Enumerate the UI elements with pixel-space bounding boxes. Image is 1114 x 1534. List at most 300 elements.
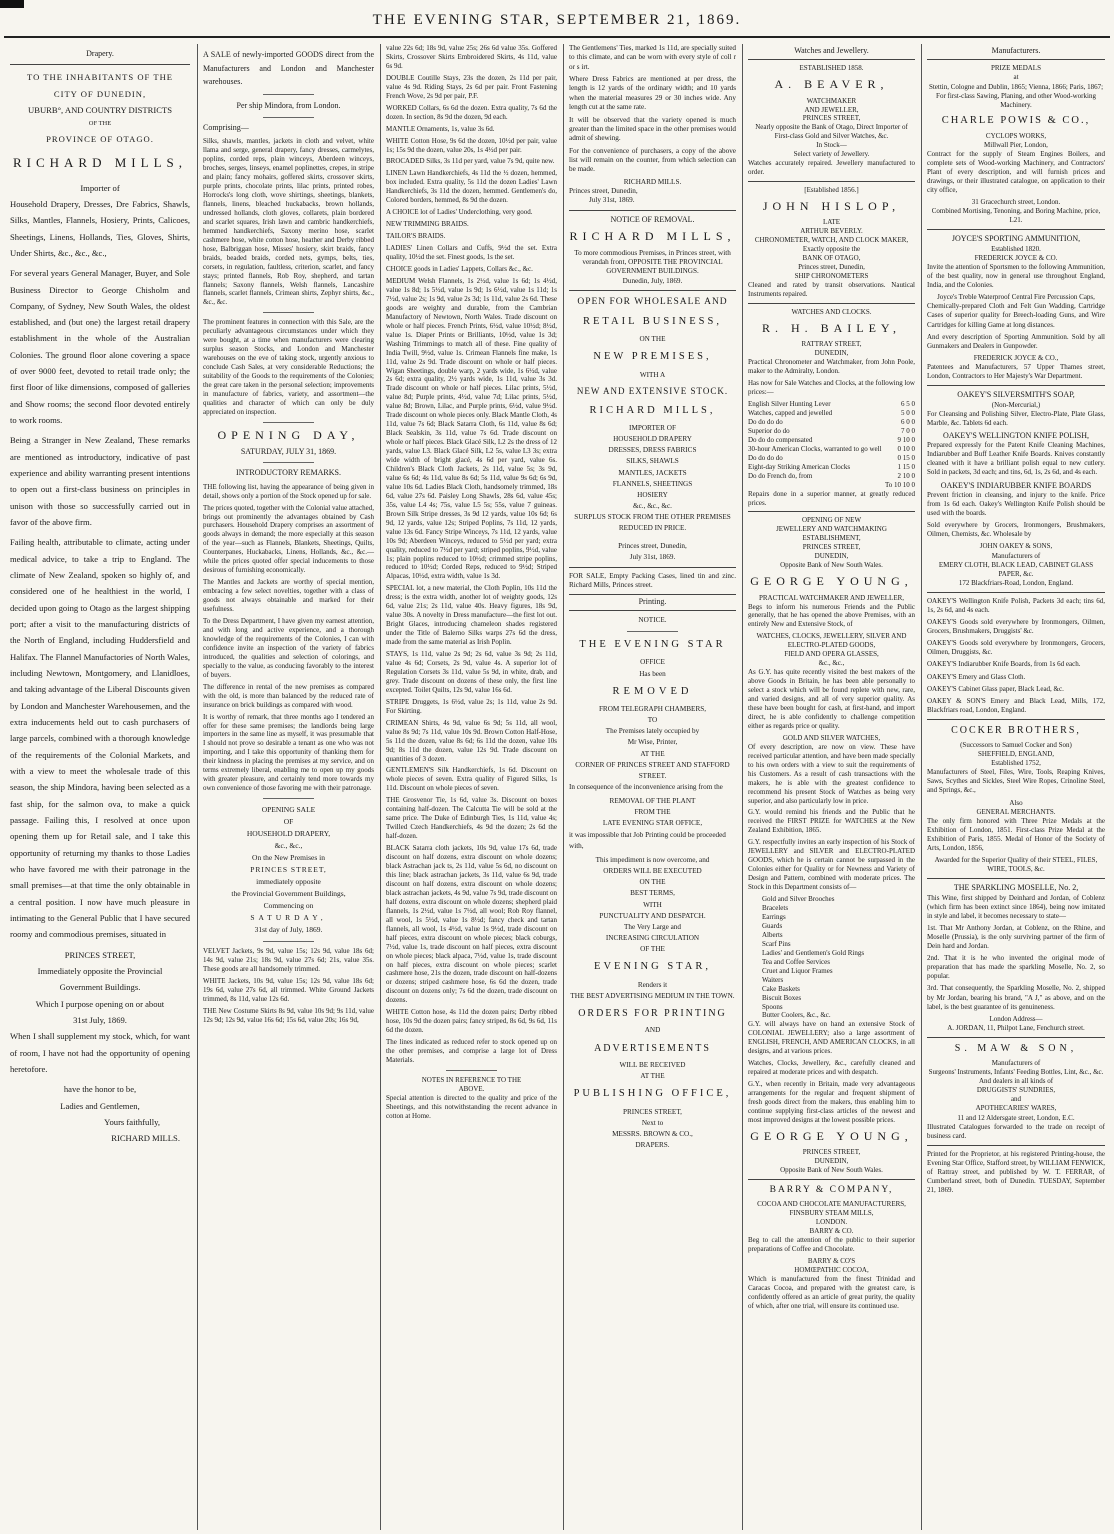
ad-paragraph: OAKEY'S Goods sold everywhere by Ironmongers, Oilmen, Grocers, Brushmakers, Druggists' &c. (927, 618, 1105, 636)
price-paragraph: value 22s 6d; 18s 9d, value 25s; 26s 6d value 35s. Goffered Skirts, Crossover Skirts Embroidered Skirts, 4s 11d, value 6s 9d. (386, 44, 557, 70)
ad-line: Princes street, Dunedin, (798, 263, 865, 272)
premises-line: SURPLUS STOCK FROM THE OTHER PREMISES REDUCED IN PRICE. (574, 513, 731, 533)
sale-line: SATURDAY, (250, 913, 327, 923)
divider (263, 462, 314, 463)
ad-paragraph: It is worthy of remark, that three months ago I tendered an offer for these same premises; the landlords being large importers in the same line as myself, it was presumable that I should not prove so desirable a tenant as one who was not importing, and I take this opportunity of thanking them for their kindness in placing the premises at my service, and on terms extremely liberal, enabling me to open up my goods with greater pleasure, and certainly tend more towards my own convenience of those favoring me with their patronage. (203, 712, 374, 793)
divider (748, 303, 915, 304)
ad-line: GENERAL MERCHANTS. (976, 807, 1056, 816)
ad-paragraph: Watches accurately repaired. Jewellery manufactured to order. (748, 159, 915, 177)
price-value: 2 10 0 (897, 471, 915, 480)
divider (569, 290, 736, 291)
column-drapery-address (4, 44, 196, 1530)
notice-line: This impediment is now overcome, and (595, 855, 710, 864)
list-item: Scarf Pins (762, 939, 791, 948)
premises-line: NEW PREMISES, (593, 351, 712, 363)
notice-line: OFFICE (640, 658, 665, 667)
sale-line: 31st day of July, 1869. (254, 925, 323, 935)
list-item: Biscuit Boxes (762, 993, 802, 1002)
ad-line: Surgeons' Instruments, Infants' Feeding Bottles, Lint, &c., &c. (928, 1068, 1104, 1077)
premises-line: MANTLES, JACKETS (618, 468, 687, 477)
list-item: Bracelets (762, 904, 789, 913)
sale-line: OPENING SALE (261, 805, 316, 815)
sale-line: immediately opposite (256, 877, 321, 887)
advertiser-name: BARRY & COMPANY, (769, 1185, 894, 1196)
notice-line: The Premises lately occupied by (605, 727, 700, 736)
price-paragraph: WHITE Cotton Hose, 9s 6d the dozen, 10½d per pair, value 1s; 15s 9d the dozen, value 20s, 1s 4½d per pair. (386, 136, 557, 154)
ad-paragraph: OAKEY'S Cabinet Glass paper, Black Lead, &c. (927, 684, 1064, 693)
notice-line: OF THE (640, 945, 665, 954)
price-row (748, 454, 915, 463)
notice-line: BEST TERMS, (630, 889, 675, 898)
opening-line: Which I purpose opening on or about (35, 998, 165, 1009)
notice-line: ORDERS FOR PRINTING (578, 1007, 727, 1019)
ad-line: EMERY CLOTH, BLACK LEAD, CABINET GLASS PAPER, &c. (938, 560, 1094, 578)
price-paragraph: NEW TRIMMING BRAIDS. (386, 220, 469, 229)
ad-line: A. JORDAN, 11, Philpot Lane, Fenchurch street. (947, 1023, 1085, 1032)
ad-paragraph: Patentees and Manufacturers, 57 Upper Thames street, London, Contractors to Her Majesty's War Department. (927, 362, 1105, 381)
price-row (748, 418, 915, 427)
ad-paragraph: Household Drapery, Dresses, Dre Fabrics, Shawls, Silks, Mantles, Flannels, Hosiery, Prints, Calicoes, Sheetings, Linens, Hollands, Ties, Gloves, Shirts, Under Shirts, &c., &c., &c., (10, 198, 190, 258)
premises-line: RICHARD MILLS, (589, 404, 716, 416)
opposite-line: Immediately opposite the Provincial (37, 965, 163, 976)
notice-line: Mr Wise, Printer, (627, 738, 678, 747)
masthead-rule (4, 36, 1110, 38)
price-paragraph: MEDIUM Welsh Flannels, 1s 2½d, value 1s 6d; 1s 4½d, value 1s 8d; 1s 5½d, value 1s 9d; 1s 6½d, value 1s 11d; 1s 7½d, value 2s; 1s 9d, value 2s 3d; 1s 11d, value 2s 6d. These goods are weighty and durable, from the Cambrian Manufactory of Newtown, North Wales. Trade discount on whole or half pieces. French Prints, 6½d, value 10½d; 8½d, value 1s. Diaper Prints or Brilliants, 10½d, value 1s 3d; Washing Trimmings to match all of these. Fine quality of India Twill, 9½d, value 1s. Crimean Flannels fine make, 1s 11d, value 2s 9d. Trade discount on whole or half pieces. Wigan Sheetings, double warp, 2 yards wide, 1s 6½d, value 2s 6d; extra quality, 2½ yards wide, 1s 11d, value 3s 3d. Trade discount on whole or half pieces. Lilac prints, 5½d, value 8d; Purple prints, 4½d, value 7d; Lilac prints, 5½d, value 8d; Brown, Lilac, and Purple prints, 6½d, value 9½d. Trade discount on whole pieces only. Black Mantle Cloth, 4s 11d, value 7s 6d; Black Satarra Cloth, 6s 11d, value 8s 6d; Black Sealskin, 3s 11d, value 7s 6d. Trade discount on whole or half pieces. Black Glacé Silk, L2 2s the dress of 12 yards, value L3. Black Glacé Silk, L2 5s, value L3 3s; extra wide width of bright glacé, 4s 6d per yard, value 6s. Children's Black Cloth Jackets, 2s 11d, value 5s; 3s 9d, value 6s 6d; 4s 11d, value 8s 6d; 5s 11d, value 9s 6d; 6s 9d, value 10s 6d. Ladies Black Cloth, handsomely trimmed, 18s 6d, value 27s 6d. Paisley Long Shawls, 28s 6d, value 45s; 35s, value L4 4s; 75s, value L5 5s; 55s, value 7 guineas. Brown Silk Stripe dresses, 3s 9d 12 yards, value 10s 6d; 6s 9d, 12 yards, value 12s; Striped Poplins, 7s 11d, 12 yards, value 13s 6d. Fancy Stripe Winceys, 7s 11d, 12 yards, value 10s 9d; Aberdeen Winceys, reduced to 5½d per yard; extra quality, reduced to 7½d per yard; striped poplins, 9½d, value 1s; plain poplins reduced to 10½d; crimmed stripe poplins, reduced to 10½d; Corded Reps, reduced to 9½d; Striped Alpacas, 10½d, extra width, value 1s 3d. (386, 276, 557, 581)
notice-line: FROM THE (634, 808, 671, 817)
notice-line: AT THE (640, 749, 665, 758)
ad-line: Manufacturers of (991, 1058, 1041, 1067)
price-item: Watches, capped and jewelled (748, 409, 833, 417)
list-item: Cruet and Liquor Frames (762, 966, 833, 975)
ad-line: CYCLOPS WORKS, (985, 131, 1047, 140)
closing-line: have the honor to be, (63, 1084, 137, 1095)
premises-line: OPEN FOR WHOLESALE AND (577, 297, 728, 308)
sale-line: OF (283, 817, 294, 827)
address-line: CITY OF DUNEDIN, (53, 88, 147, 99)
ad-paragraph: Of every description, are now on view. These have received particular attention, and have been made specially to his own orders with a view to suit the requirements of his Customers. As a result of cash transactions with the makers, he is able with the greatest confidence to recommend his present Stock of Watches as being very superior, and also particularly low in price. (748, 742, 915, 805)
ad-line: SHEFFIELD, ENGLAND, (977, 750, 1055, 759)
ad-paragraph: The Mantles and Jackets are worthy of special mention, embracing a few select novelties, together with a class of goods not always obtainable and marked for their usefulness. (203, 578, 374, 614)
notice-line: ORDERS WILL BE EXECUTED (603, 867, 702, 876)
ad-line: PRINCES STREET, (802, 1148, 861, 1157)
ad-line: DUNEDIN, (814, 552, 849, 561)
ad-line: and (1010, 1095, 1022, 1104)
ad-paragraph: For Cleansing and Polishing Silver, Electro-Plate, Plate Glass, Marble, &c. Tablets 6d each. (927, 409, 1105, 427)
ad-line: RATTRAY STREET, (801, 340, 862, 349)
divider (263, 312, 314, 313)
ad-paragraph: When I shall supplement my stock, which, for want of room, I have not had the opportunity of opening heretofore. (10, 1031, 190, 1074)
ad-line: FINSBURY STEAM MILLS, (789, 1209, 874, 1218)
ad-paragraph: The Gentlemens' Ties, marked 1s 11d, are specially suited to this climate, and can be worn with every style of coll r or s irt. (569, 44, 736, 71)
advertiser-name: THE SPARKLING MOSELLE, No. 2, (953, 883, 1079, 893)
ad-line: APOTHECARIES' WARES, (975, 1104, 1057, 1113)
notice-line: EVENING STAR, (594, 961, 711, 973)
divider (927, 1145, 1105, 1146)
advertiser-name: A. BEAVER, (774, 77, 889, 92)
ad-line: &c., &c., (818, 659, 845, 668)
comprising-label: Comprising— (203, 123, 249, 133)
divider (927, 385, 1105, 386)
evening-star-notice (569, 615, 736, 1151)
ad-line: JEWELLERY AND WATCHMAKING ESTABLISHMENT, (776, 525, 887, 543)
notice-line: PRINCES STREET, (623, 1107, 682, 1116)
ad-line: Joyce's Treble Waterproof Central Fire Percussion Caps, (937, 293, 1095, 302)
ad-line: LATE (822, 218, 841, 227)
notice-line: In consequence of the inconvenience arising from the (569, 783, 723, 792)
ad-paragraph: Prepared expressly for the Patent Knife Cleaning Machines, Indiarubber and Buff Leather Knife Boards. Knives constantly cleaned with it have a brilliant polish equal to new cutlery. Sold in packets, 3d each; and tins, 6d, 1s, 2s 6d, and 4s each. (927, 441, 1105, 477)
price-value: 1 15 0 (897, 462, 915, 471)
closing-line: Ladies and Gentlemen, (60, 1100, 140, 1111)
price-item: Do do do do (748, 417, 783, 426)
ad-line: In Stock— (816, 141, 847, 150)
price-row (748, 481, 915, 490)
divider (627, 631, 677, 632)
premises-line: WITH A (639, 370, 666, 379)
price-item: Do do French do, from (748, 471, 813, 480)
ad-paragraph: Failing health, attributable to climate, acting under medical advice, to take a trip to England. The climate of New Zealand, spoken so highly of, and considered one of he healthiest in the world, I decided upon going to Otago as the largest shipping port; after a visit to the manufacturing districts of the North of England, including Huddersfield and Halifax. The Flannel Manufactories of North Wales, including Newtown, Montgomery, and Llanidloes, and taking advantage of the Liberal Discounts given by London and Manchester Warehousemen, and the extra inducements held out to cash purchasers of large parcels, combined with a thorough knowledge of the requirements of the Colonial Markets, and with a view to meet the wholesale trade of this season, the ship Mindora, having been selected as a fast ship, for the salmon ova, to make a quick passage. Failing this, I resolved at once upon opening them up for Retail sale, and I take this opportunity of returning my thanks to those Ladies who have favored me with their patronage in the small premises—at that time the only obtainable in a central position. I now have much pleasure in intimating to the General Public that I have secured roomy and commodious premises, situated in (10, 537, 190, 940)
advertiser-name: GEORGE YOUNG, (750, 1128, 913, 1143)
ad-line: Established 1752, (991, 759, 1041, 768)
price-paragraph: SPECIAL lot, a new material, the Cloth Poplin, 10s 11d the dress; is the extra width, another lot of weighty goods, 12s 6d, value 21s; 2s 11d, value 40s. Heavy figures, 18s 9d, value 30s. A novelty in Dress manufacture—the first lot out. Bright Glaces, introducing chameleon shades registered under the Title of Balerno Silks warps 27s 6d the dress, made from the same material as Irish Poplin. (386, 584, 557, 647)
ad-line: DUNEDIN, (814, 1157, 849, 1166)
divider (263, 941, 314, 942)
ad-paragraph: 1st. That Mr Anthony Jordan, at Coblenz, on the Rhine, and Moselle (Prussia), is the only surviving partner of the firm of Dein hard and Jordan. (927, 923, 1105, 951)
ad-line: Manufacturers of (991, 551, 1041, 560)
list-item: Tea and Coffee Services (762, 957, 830, 966)
page-title: THE EVENING STAR, SEPTEMBER 21, 1869. (372, 12, 742, 28)
list-item: Guards (762, 921, 783, 930)
ad-paragraph: Beg to call the attention of the public to their superior preparations of Coffee and Chocolate. (748, 1236, 915, 1254)
ad-line: LONDON. (815, 1218, 848, 1227)
ad-line: HOMŒPATHIC COCOA, (794, 1265, 869, 1274)
premises-line: IMPORTER OF (629, 423, 676, 432)
ad-line: Combined Mortising, Tenoning, and Boring Machine, price, L21. (931, 207, 1101, 225)
ad-paragraph: G.Y. respectfully invites an early inspection of his Stock of JEWELLERY and SILVER and ELECTRO-PLATED GOODS, which he is certain cannot be surpassed in the Colonies either for Quality or for Newness and Variety of Design and Pattern, combined with moderate prices. The Stock in this Department consists of— (748, 838, 915, 892)
price-paragraph: VELVET Jackets, 9s 9d, value 15s; 12s 9d, value 18s 6d; 14s 9d, value 21s; 18s 9d, value 27s 6d; 21s, value 35s. These goods are all handsomely trimmed. (203, 947, 374, 974)
list-item: Alberts (762, 930, 783, 939)
ad-paragraph: Cleaned and rated by transit observations. Nautical Instruments repaired. (748, 281, 915, 299)
masthead (0, 0, 1114, 42)
address-line: OF THE (88, 120, 112, 128)
ad-paragraph: OAKEY'S Indiarubber Knife Boards, from 1s 6d each. (927, 660, 1081, 669)
ad-line: Nearly opposite the Bank of Otago, Direct Importer of First-class Gold and Silver Watches, &c. (755, 123, 908, 141)
advertiser-name: RICHARD MILLS, (569, 229, 736, 244)
ad-line: WATCHMAKER (806, 96, 857, 105)
removal-date: Dunedin, July, 1869. (622, 276, 683, 285)
ad-paragraph: Sold everywhere by Grocers, Ironmongers, Brushmakers, Oilmen, Chemists, &c. Wholesale by (927, 521, 1105, 539)
ad-paragraph: This Wine, first shipped by Deinhard and Jordan, of Coblenz (which firm has been extinct since 1864), being now imitated in style and label, it becomes necessary to state— (927, 893, 1105, 920)
ad-line: WATCHES, CLOCKS, JEWELLERY, SILVER AND ELECTRO-PLATED GOODS, (756, 632, 907, 650)
column-sale-notice (197, 44, 379, 1530)
advertiser-name: OAKEY'S INDIARUBBER KNIFE BOARDS (940, 480, 1092, 490)
divider (263, 94, 314, 95)
list-item: Spoons (762, 1002, 783, 1011)
ad-paragraph: Practical Chronometer and Watchmaker, from John Poole, maker to the Admiralty, London. (748, 358, 915, 376)
ad-line: JOHN OAKEY & SONS, (979, 542, 1053, 551)
ad-paragraph: G.Y. will always have on hand an extensive Stock of COLONIAL JEWELLERY; also a large assortment of ENGLISH, FRENCH, AND AMERICAN CLOCKS, in all designs, and at various prices. (748, 1020, 915, 1056)
notice-line: PUBLISHING OFFICE, (573, 1088, 732, 1100)
divider (748, 181, 915, 182)
notice-line: CORNER OF PRINCES STREET AND STAFFORD STREET. (575, 760, 730, 780)
notice-line: Renders it (637, 980, 668, 989)
address-line: TO THE INHABITANTS OF THE (26, 72, 174, 83)
column-manufacturers (921, 44, 1110, 1530)
ad-line: 172 Blackfriars-Road, London, England. (958, 578, 1074, 587)
ad-paragraph: OAKEY'S Goods sold everywhere by Ironmongers, Grocers, Oilmen, Druggists, &c. (927, 639, 1105, 657)
notice-line: FROM TELEGRAPH CHAMBERS, (598, 704, 707, 713)
ad-heading: PRIZE MEDALS (991, 64, 1041, 73)
notice-line: REMOVAL OF THE PLANT (609, 797, 696, 806)
price-paragraph: LINEN Lawn Handkerchiefs, 4s 11d the ½ dozen, hemmed, box included. Extra quality, 5s 11d the dozen Ladies' Lawn Handkerchiefs, 3s 11d the dozen, hemmed. Gentlemen's do, Colored borders, hemmed, 8s 9d the dozen. (386, 169, 557, 205)
ad-paragraph: Where Dress Fabrics are mentioned at per dress, the length is 12 yards of the ordinary width; and 10 yards when the material measures 29 or 30 inches wide. Any length cut at the same rate. (569, 75, 736, 112)
list-item: Ladies' and Gentlemen's Gold Rings (762, 948, 865, 957)
ad-line: GOLD AND SILVER WATCHES, (782, 733, 881, 742)
ad-line: PRINCES STREET, (802, 543, 861, 552)
ad-line: CHRONOMETER, WATCH, AND CLOCK MAKER, (754, 236, 909, 245)
notice-line: AND (644, 1026, 661, 1035)
list-item: Waiters (762, 975, 784, 984)
price-paragraph: WORKED Collars, 6s 6d the dozen. Extra quality, 7s 6d the dozen. In section, 8s 9d the dozen, 9d each. (386, 103, 557, 121)
ad-paragraph: As G.Y. has quite recently visited the best makers of the above Goods in Britain, he has been able personally to select a stock which will be found replete with new, rare, and varied designs, and all of very superior quality. As these have been bought for cash, at first-hand, and import direct, he is able confidently to challenge competition either as regards price or quality. (748, 668, 915, 730)
notice-line: PUNCTUALITY AND DESPATCH. (599, 911, 706, 920)
divider (263, 422, 314, 423)
ad-paragraph: Contract for the supply of Steam Engines Boilers, and complete sets of Wood-working Machinery, and Contractors' Plant of every description, and will furnish prices and drawings, or their illustrated catalogue, on application to their city office, (927, 149, 1105, 195)
premises-line: NEW AND EXTENSIVE STOCK. (576, 385, 729, 396)
ad-line: BANK OF OTAGO, (802, 254, 861, 263)
divider (927, 719, 1105, 720)
ad-paragraph: It will be observed that the variety opened is much greater than the limited space in the other premises would admit of shewing. (569, 115, 736, 143)
price-value: 9 10 0 (897, 435, 915, 444)
ad-paragraph: To the Dress Department, I have given my earnest attention, and with long and active experience, and a thorough knowledge of the requirements of the Colonies, I can with confidence invite an inspection of the variety of fabrics introduced, the qualities and selection of colorings, and specially to the value, as conducing favorably to the interest of buyers. (203, 617, 374, 679)
ad-line: Opposite Bank of New South Wales. (780, 561, 883, 570)
ad-line: COCOA AND CHOCOLATE MANUFACTURERS, (757, 1200, 906, 1209)
ad-line: FIELD AND OPERA GLASSES, (784, 650, 879, 659)
address-line: PROVINCE OF OTAGO. (46, 133, 154, 144)
printer-imprint: Printed for the Proprietor, at his registered Printing-house, the Evening Star Office, Stafford street, by WILLIAM FENWICK, of Rattray street, and published by W. T. FERRAR, of Cumberland street, both of Dunedin. TUESDAY, September 21, 1869. (927, 1149, 1105, 1195)
ad-line: Also (1009, 798, 1023, 807)
ad-line: PRINCES STREET, (802, 114, 861, 123)
ad-paragraph: For several years General Manager, Buyer, and Sole Business Director to George Chisholm and Company, of Sydney, New South Wales, the oldest established, and (but one) the largest retail drapery establishment in the whole of the Australian Colonies. The ground floor alone covering a space of over 9000 feet, devoted to retail trade only; the first floor of like dimensions, composed of galleries and Show rooms; the second floor devoted entirely to work rooms. (10, 268, 190, 426)
ad-line: Exactly opposite the (802, 245, 861, 254)
ship-line: Per ship Mindora, from London. (236, 100, 341, 110)
premises-line: ON THE (639, 335, 666, 344)
price-paragraph: THE New Costume Skirts 8s 9d, value 10s 9d; 9s 11d, value 12s 9d; 12s 9d, value 16s 6d; 15s 6d, value 20s; 16s 9d, (203, 1006, 374, 1024)
price-paragraph: GENTLEMEN'S Silk Handkerchiefs, 1s 6d. Discount on whole pieces of seven. Extra quality of Figured Silks, 1s 11d. Discount on whole pieces of seven. (386, 766, 557, 793)
sale-line: Commencing on (263, 901, 314, 911)
premises-line: HOUSEHOLD DRAPERY (613, 435, 692, 444)
goods-list: Silks, shawls, mantles, jackets in cloth and velvet, white llama and serge, general drapery, fancy dresses, carmelytes, poplins, corded reps, plain winceys, Aberdeen winceys, broches, serges, linseys, enamel poplinettes, crepes, in stripe and plain; fancy mohairs, goffered skirts, crossover skirts, purple prints, chocolate prints, lilac prints, printed robes, Horrocks's long cloth, wove shirtings, sheetings, blankets, flannels, linens, bleached huckabacks, brown hollands, undressed hollands, cloth gloves, collarets, plain bordered and scarlet squares, Irish lawn and cambric handkerchiefs, hemmed handkerchiefs, Saxony merino hose, scarlet cashmere hose, white cotton hose, heather and Derby ribbed hose, Balbriggan hose, Misses' hosiery, skirt braids, fancy braids, beaded braids, corded nets, gymps, belts, ties, corsets, in regulation, faultless, criterion, scarlet, and fancy stays; printed flannels, Rob Roy, shepherd, and tartan flannels; Saxony flannels, Welsh flannels, Lancashire flannels, scarlet flannels, Crimean shirts, Zephyr shirts, &c., &c., &c. (203, 137, 374, 307)
ad-paragraph: Illustrated Catalogues forwarded to the trade on receipt of business card. (927, 1122, 1105, 1140)
price-row (748, 400, 915, 409)
ad-paragraph: G.Y. would remind his friends and the Public that he received the FIRST PRIZE for WATCHES at the New Zealand Exhibition, 1865. (748, 808, 915, 835)
ad-paragraph: The prominent features in connection with this Sale, are the peculiarly advantageous circumstances under which they were bought, at a time when manufacturers were clearing surplus season Stocks, and London and Manchester warehouses on the eve of taking stock, urgently anxious to conclude Cash Sales, at very considerable Reductions; the suitability of the Goods to the requirements of the Colonies; the great care taken in the personal selection; improvements in manufacture of fabrics, variety, and assortment—the qualities and character of which can only be duly appreciated on inspection. (203, 318, 374, 416)
notice-line: NOTICE. (638, 615, 667, 624)
advertiser-name: JOHN HISLOP, (762, 199, 901, 214)
ad-paragraph: Special attention is directed to the quality and price of the Sheetings, and this notwithstanding the recent advance in cotton at Home. (386, 1093, 557, 1120)
price-item: Superior do do (748, 426, 790, 435)
ad-line: at (1013, 73, 1019, 82)
section-heading-manufacturers: Manufacturers. (927, 44, 1105, 60)
premises-line: Princes street, Dunedin, (618, 541, 687, 550)
ad-line: PRACTICAL WATCHMAKER AND JEWELLER, (758, 593, 905, 602)
price-table (748, 400, 915, 490)
price-paragraph: STAYS, 1s 11d, value 2s 9d; 2s 6d, value 3s 9d; 2s 11d, value 4s 6d; Corsets, 2s 9d, value 4s. A superior lot of Regulation Corsets 3s 11d, value 5s 9d, in white, drab, and grey. Trade discount on dozens of these only, the first line excepted. Toilet Quilts, 12s 9d, value 16s 6d. (386, 650, 557, 694)
ad-line: Select variety of Jewellery. (793, 150, 870, 159)
divider (263, 117, 314, 118)
notice-line: THE EVENING STAR (579, 639, 726, 651)
price-value: 0 15 0 (897, 453, 915, 462)
price-row (748, 472, 915, 481)
ad-paragraph: OAKEY'S Wellington Knife Polish, Packets 3d each; tins 6d, 1s, 2s 6d, and 4s each. (927, 596, 1105, 614)
price-paragraph: BROCADED Silks, 3s 11d per yard, value 7s 9d, quite new. (386, 157, 555, 166)
list-item: Butter Coolers, &c., &c. (762, 1011, 831, 1020)
ad-line: SHIP CHRONOMETERS (794, 272, 869, 281)
price-row (748, 463, 915, 472)
ad-line: And dealers in all kinds of (978, 1077, 1054, 1086)
price-paragraph: STRIPE Druggets, 1s 6½d, value 2s; 1s 11d, value 2s 9d. For Skirting. (386, 697, 557, 715)
ad-line: Millwall Pier, London, (984, 140, 1048, 149)
price-paragraph: WHITE Cotton hose, 4s 11d the dozen pairs; Derby ribbed hose, 10s 9d the dozen pairs; fancy striped, 8s 6d, 9s 6d, 11s 6d the dozen. (386, 1008, 557, 1035)
divider (263, 798, 314, 799)
notice-line: LATE EVENING STAR OFFICE, (602, 819, 703, 828)
ad-line: Awarded for the Superior Quality of their STEEL, FILES, WIRE, TOOLS, &c. (934, 856, 1098, 874)
price-paragraph: DOUBLE Coutille Stays, 23s the dozen, 2s 11d per pair, value 4s 9d. Riding Stays, 2s 6d per pair. Front Fastening French Wove, 2s 9d per pair, P.F. (386, 73, 557, 100)
price-row (748, 436, 915, 445)
section-heading-printing: Printing. (569, 594, 736, 611)
divider (569, 210, 736, 211)
column-price-list (380, 44, 562, 1530)
price-value: 5 0 0 (901, 409, 915, 417)
removal-text: To more commodious Premises, in Princes street, with verandah front, OPPOSITE THE PROVINCIAL GOVERNMENT BUILDINGS. (574, 248, 731, 276)
notice-line: ADVERTISEMENTS (594, 1042, 711, 1054)
ad-paragraph: 3rd. That consequently, the Sparkling Moselle, No. 2, shipped by Mr Jordan, bearing his brand, "A J," as above, and on the label, is the best guarantee of its genuineness. (927, 984, 1105, 1011)
price-item: 30-hour American Clocks, warranted to go well (748, 444, 882, 453)
price-value: 6 0 0 (901, 417, 915, 426)
importer-line: Importer of (80, 182, 120, 193)
ad-paragraph: For the convenience of purchasers, a copy of the above list will remain on the counter, from which selection can be made. (569, 146, 736, 174)
section-heading-drapery: Drapery. (10, 44, 190, 65)
for-sale-notice: FOR SALE, Empty Packing Cases, lined tin and zinc. Richard Mills, Princes street. (569, 571, 736, 590)
notice-line: Next to (641, 1118, 664, 1127)
ad-line: Opposite Bank of New South Wales. (780, 1166, 883, 1175)
price-paragraph: MANTLE Ornaments, 1s, value 3s 6d. (386, 124, 495, 133)
divider (446, 1070, 497, 1071)
ad-paragraph: Being a Stranger in New Zealand, These remarks are mentioned as introductory, indicative of past experience and ability warranting present intentions to open out a first-class business on principles in unison with those so successfully carried out in favor of the above firm. (10, 435, 190, 528)
price-item: Eight-day Striking American Clocks (748, 462, 851, 471)
signature: RICHARD MILLS. (111, 1133, 180, 1144)
opposite-line: Government Buildings. (59, 982, 141, 993)
ad-paragraph: Watches, Clocks, Jewellery, &c., carefully cleaned and repaired at moderate prices and with despatch. (748, 1059, 915, 1077)
notice-line: THE BEST ADVERTISING MEDIUM IN THE TOWN. (570, 991, 735, 1000)
new-premises-block (569, 295, 736, 563)
sale-line: On the New Premises in (252, 853, 325, 863)
ad-paragraph: Prevent friction in cleansing, and injury to the knife. Price from 1s 6d each. Oakey's Wellington Knife Polish should be used with the boards. (927, 490, 1105, 518)
notice-line: ON THE (639, 878, 666, 887)
signature-line: Princes street, Dunedin, (569, 187, 638, 196)
established-line: [Established 1856.] (804, 186, 859, 195)
notice-line: WITH (643, 900, 662, 909)
advertiser-name: OAKEY'S WELLINGTON KNIFE POLISH, (942, 430, 1090, 440)
ad-paragraph: A SALE of newly-imported GOODS direct from the Manufacturers and London and Manchester warehouses. (203, 50, 374, 87)
advertiser-name: CHARLE POWIS & CO., (941, 114, 1091, 126)
ad-heading: WATCHES AND CLOCKS. (791, 308, 872, 317)
opening-date: SATURDAY, JULY 31, 1869. (240, 447, 337, 457)
ad-line: 31 Gracechurch street, London. (971, 198, 1061, 207)
notice-line: AT THE (640, 1072, 665, 1081)
notice-line: REMOVED (612, 685, 693, 697)
advertiser-name: OAKEY'S SILVERSMITH'S SOAP, (957, 390, 1075, 400)
ad-paragraph: OAKEY'S Emery and Glass Cloth. (927, 672, 1026, 681)
premises-line: SILKS, SHAWLS (626, 457, 679, 466)
premises-line: FLANNELS, SHEETINGS (612, 479, 693, 488)
notice-line: MESSRS. BROWN & CO., (612, 1129, 693, 1138)
ad-paragraph: The prices quoted, together with the Colonial value attached, brings out prominently the advantages obtained by Cash purchasers. Household Drapery comprises an assortment of goods always in demand; the more especially at this season of the year—such as Flannels, Blankets, Sheetings, Quilts, Counterpanes, Huckabacks, Linens, Hollands, &c., &c.—while the prices quoted offer special inducements to those desirous of furnishing economically. (203, 503, 374, 575)
price-paragraph: The lines indicated as reduced refer to stock opened up on the other premises, and comprise a large lot of Dress Materials. (386, 1038, 557, 1065)
price-paragraph: A CHOICE lot of Ladies' Underclothing, very good. (386, 208, 533, 217)
advertiser-name: JOYCE'S SPORTING AMMUNITION, (951, 234, 1081, 244)
price-paragraph: CHOICE goods in Ladies' Lappets, Collars &c., &c. (386, 265, 533, 274)
ad-paragraph: Begs to inform his numerous Friends and the Public generally, that he has opened the above Premises, with an entirely New and Extensive Stock, of (748, 602, 915, 629)
street-line: PRINCES STREET, (64, 949, 136, 960)
advertiser-name: COCKER BROTHERS, (951, 724, 1081, 736)
ad-paragraph: Repairs done in a superior manner, at greatly reduced prices. (748, 489, 915, 507)
premises-line: &c., &c., &c. (633, 502, 672, 511)
divider (748, 1179, 915, 1180)
price-row (748, 445, 915, 454)
divider (748, 511, 915, 512)
ad-line: (Non-Mercurial,) (991, 400, 1041, 409)
opening-date: 31st July, 1869. (73, 1014, 127, 1025)
advertiser-name: S. MAW & SON, (954, 1042, 1078, 1054)
price-row (748, 427, 915, 436)
list-item: Cake Baskets (762, 984, 800, 993)
jewellery-list (748, 895, 915, 1020)
advertiser-name: RICHARD MILLS, (12, 154, 187, 170)
notice-heading: NOTICE OF REMOVAL. (610, 214, 695, 224)
notice-line: INCREASING CIRCULATION (605, 934, 700, 943)
sale-line: &c., &c., (274, 841, 303, 851)
price-paragraph: WHITE Jackets, 10s 9d, value 15s; 12s 9d, value 18s 6d; 19s 6d, value 27s 6d, all trimmed. White Ground Jackets trimmed, 8s 11d, value 12s 6d. (203, 976, 374, 1003)
ad-line: London Address— (989, 1014, 1043, 1023)
ad-line: BARRY & CO. (809, 1227, 854, 1236)
closing-line: Yours faithfully, (104, 1116, 160, 1127)
intro-heading: INTRODUCTORY REMARKS. (236, 468, 341, 478)
sale-heading-block (203, 804, 374, 936)
ad-paragraph: OAKEY & SON'S Emery and Black Lead, Mills, 172, Blackfriars road, London, England. (927, 696, 1105, 714)
section-heading-watches: Watches and Jewellery. (748, 44, 915, 60)
sale-line: PRINCES STREET, (250, 865, 327, 875)
ad-line: BARRY & CO'S (807, 1256, 856, 1265)
opening-day-heading: OPENING DAY, (217, 427, 360, 442)
price-value: 7 0 0 (901, 426, 915, 435)
ad-paragraph: Invite the attention of Sportsmen to the following Ammunition, of the best quality, now in general use throughout England, India, and the Colonies. (927, 263, 1105, 290)
notes-heading: ABOVE. (458, 1084, 485, 1093)
price-paragraph: THE Grosvenor Tie, 1s 6d, value 3s. Discount on boxes containing half-dozen. The Calcutta Tie will be sold at the same price. The Duke of Edinburgh Ties, 1s 11d, value 4s; Twilled Czech Handkerchiefs, 4s 9d the dozen; 2s 6d the half-dozen. (386, 796, 557, 841)
ad-line: FREDERICK JOYCE & CO., (973, 353, 1059, 362)
list-item: Gold and Silver Brooches (762, 895, 835, 904)
notice-line: Has been (639, 669, 666, 678)
signature-line: July 31st, 1869. (589, 196, 635, 205)
ad-line: DRUGGISTS' SUNDRIES, (976, 1086, 1056, 1095)
established-line: ESTABLISHED 1858. (799, 64, 864, 73)
price-paragraph: TAILOR'S BRAIDS. (386, 232, 446, 241)
ad-paragraph: Which is manufactured from the finest Trinidad and Caracas Cocoa, and prepared with the greatest care, is confidently offered as an article of great purity, the quality of which, after one trial, will ensure its continued use. (748, 1274, 915, 1310)
premises-line: HOSIERY (637, 490, 668, 499)
advertiser-name: R. H. BAILEY, (761, 320, 902, 335)
price-paragraph: LADIES' Linen Collars and Cuffs, 9½d the set. Extra quality, 10½d the set. Finest goods, 1s the set. (386, 244, 557, 262)
notice-line: TO (647, 716, 658, 725)
price-value: To 10 10 0 (884, 480, 915, 489)
